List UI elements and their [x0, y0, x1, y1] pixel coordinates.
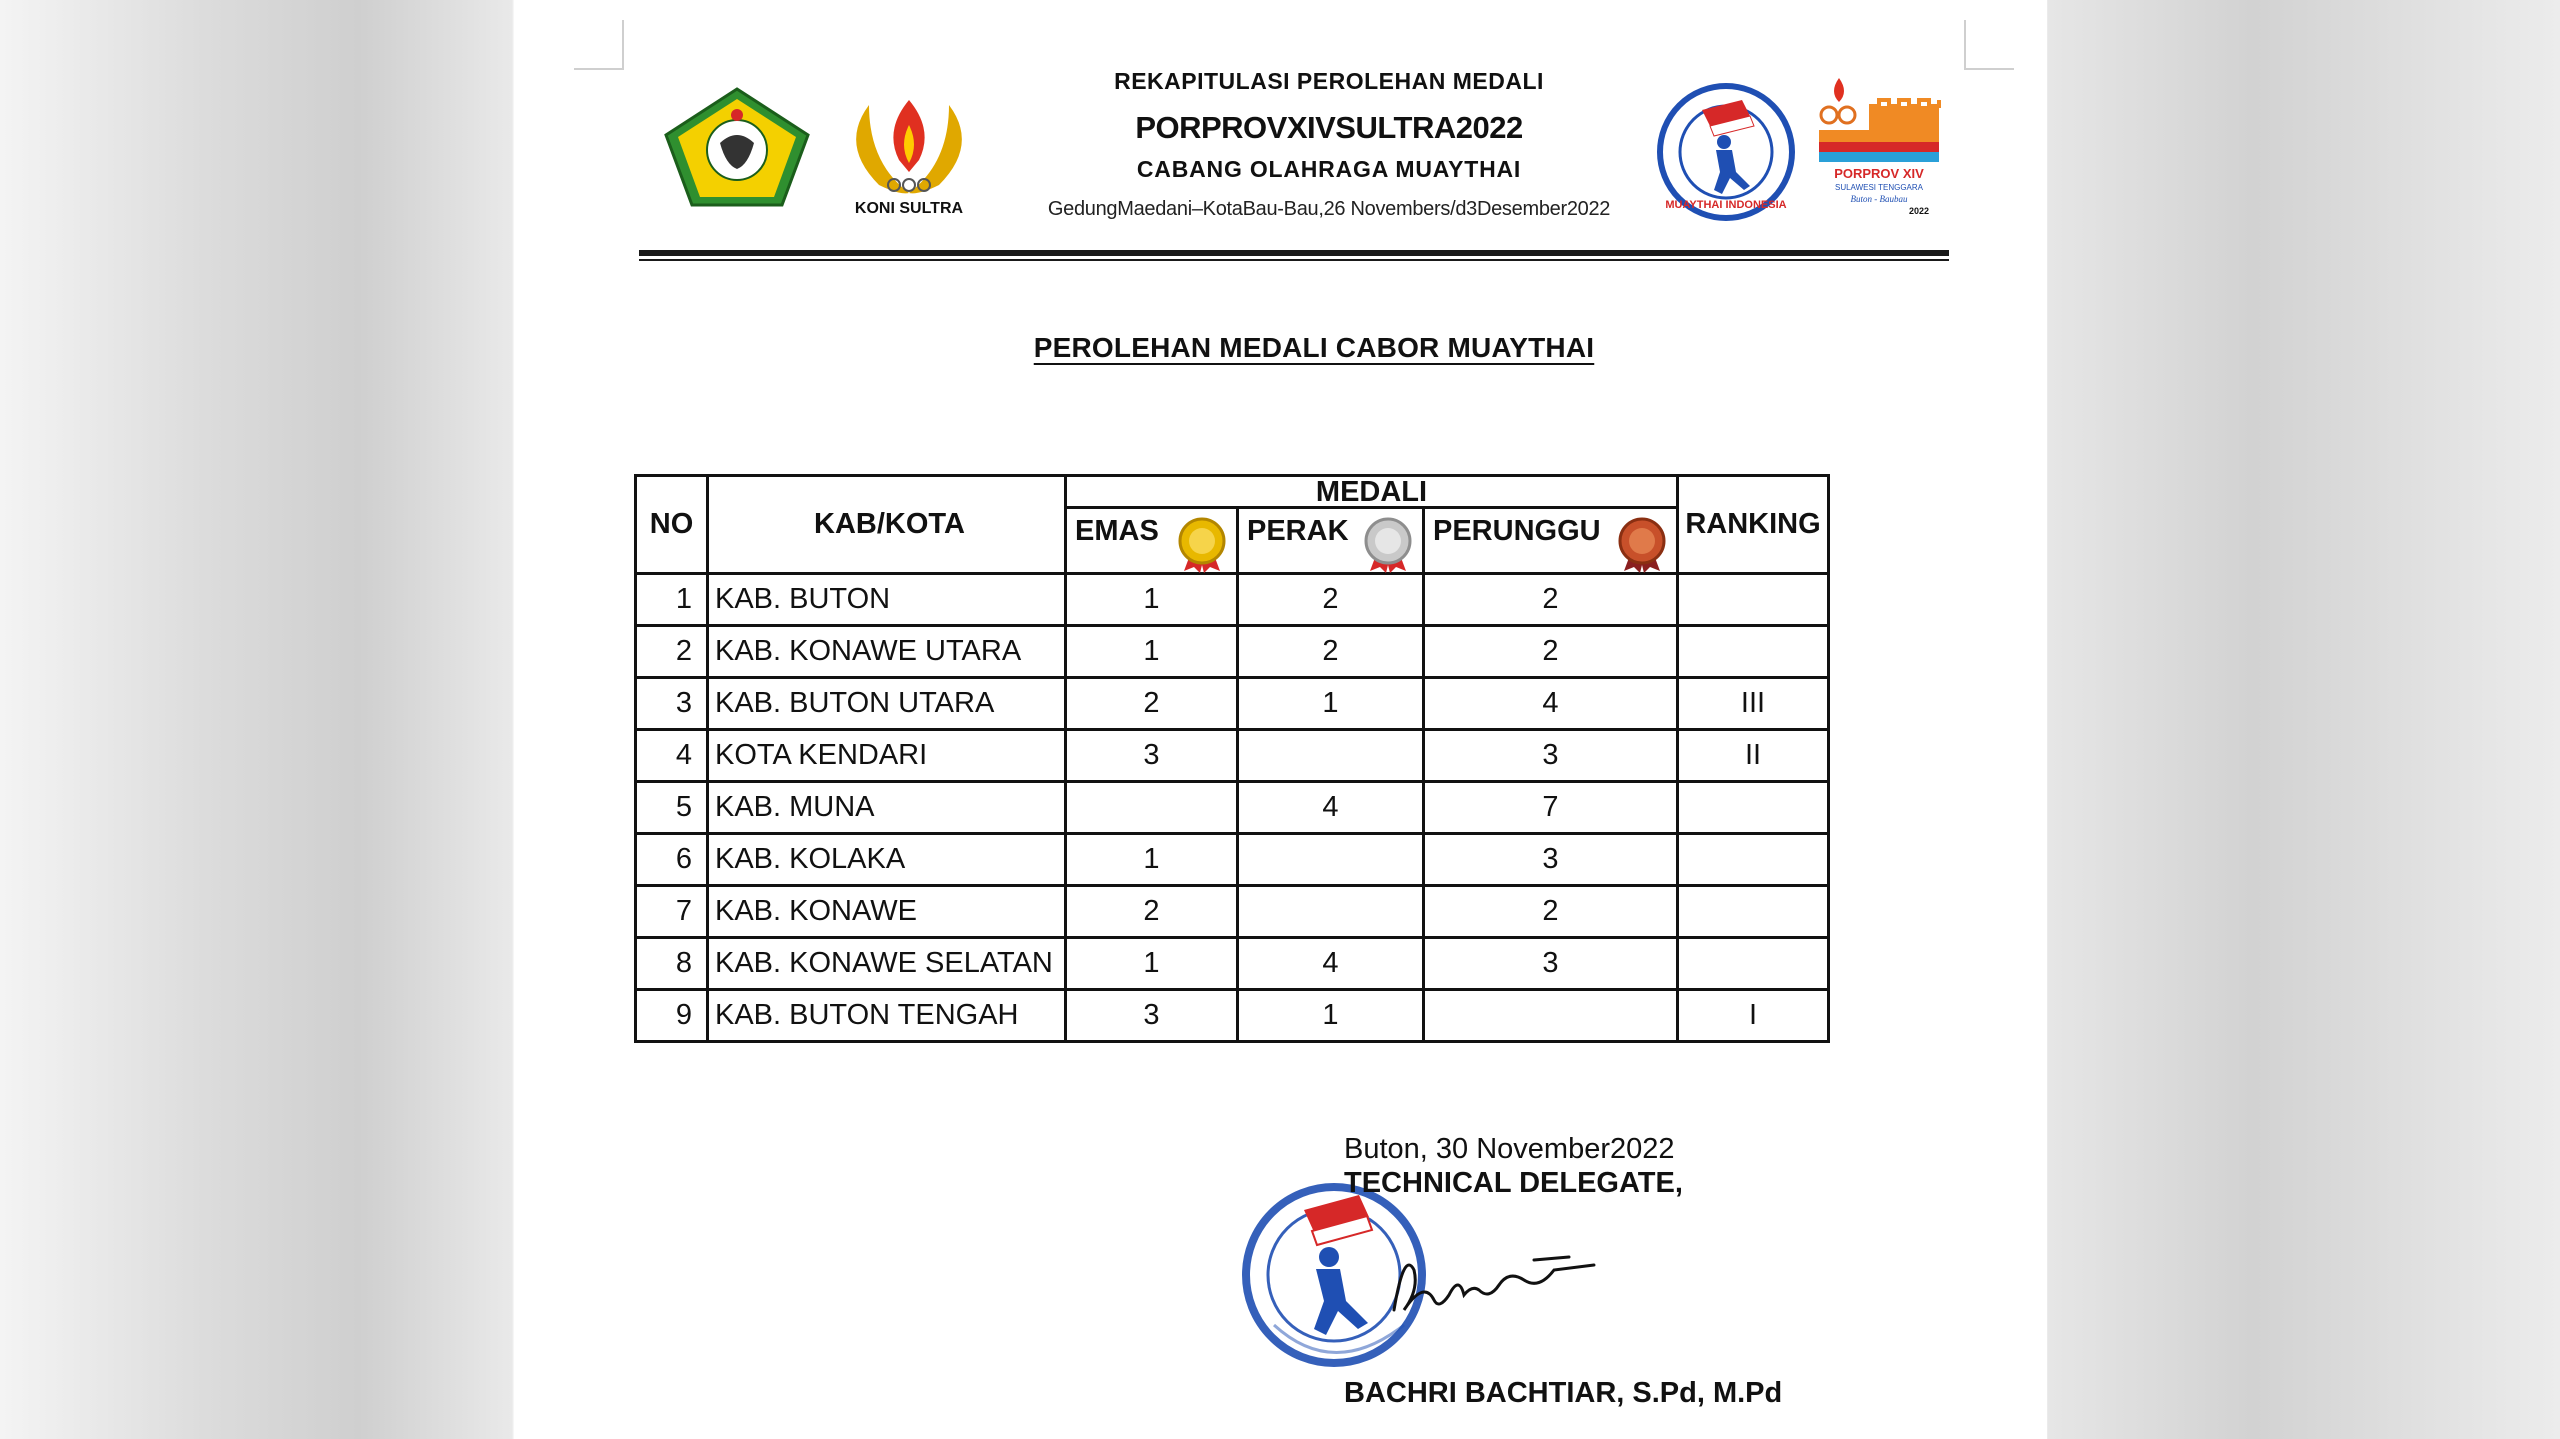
- cell-emas: 2: [1066, 886, 1238, 938]
- cell-ranking: [1678, 886, 1829, 938]
- header-ranking: RANKING: [1678, 476, 1829, 574]
- cell-kab-kota: KAB. KOLAKA: [708, 834, 1066, 886]
- cell-no: 1: [636, 574, 708, 626]
- header-sport-branch: CABANG OLAHRAGA MUAYTHAI: [1136, 156, 1522, 182]
- document-page: [514, 0, 2047, 1439]
- cell-emas: 3: [1066, 990, 1238, 1042]
- svg-text:PORPROV XIV: PORPROV XIV: [1834, 166, 1924, 181]
- header-medali: MEDALI: [1066, 476, 1678, 508]
- header-perunggu: [1424, 508, 1678, 574]
- table-row: [636, 990, 1829, 1042]
- cell-no: 4: [636, 730, 708, 782]
- cell-ranking: [1678, 626, 1829, 678]
- cell-perak: 1: [1238, 678, 1424, 730]
- cell-no: 7: [636, 886, 708, 938]
- table-row: [636, 938, 1829, 990]
- cell-emas: 1: [1066, 834, 1238, 886]
- cell-ranking: I: [1678, 990, 1829, 1042]
- cell-perunggu: 2: [1424, 574, 1678, 626]
- svg-text:2022: 2022: [1908, 206, 1930, 216]
- cell-emas: 1: [1066, 626, 1238, 678]
- header-kab-kota: KAB/KOTA: [708, 476, 1066, 574]
- table-row: [636, 678, 1829, 730]
- cell-emas: 1: [1066, 938, 1238, 990]
- muaythai-indonesia-logo: [1654, 80, 1799, 225]
- table-row: [636, 730, 1829, 782]
- gold-medal-icon: [1176, 515, 1228, 573]
- signature-name: BACHRI BACHTIAR, S.Pd, M.Pd: [1344, 1377, 1783, 1409]
- table-row: [636, 574, 1829, 626]
- bronze-medal-icon: [1616, 515, 1668, 573]
- cell-ranking: [1678, 834, 1829, 886]
- cell-no: 3: [636, 678, 708, 730]
- header-perak: [1238, 508, 1424, 574]
- cell-emas: [1066, 782, 1238, 834]
- cell-kab-kota: KAB. MUNA: [708, 782, 1066, 834]
- svg-text:SULAWESI TENGGARA: SULAWESI TENGGARA: [1834, 183, 1924, 192]
- header-no: NO: [636, 476, 708, 574]
- cell-ranking: III: [1678, 678, 1829, 730]
- cell-perak: [1238, 730, 1424, 782]
- table-row: [636, 834, 1829, 886]
- cell-perak: 2: [1238, 626, 1424, 678]
- document-title: PEROLEHAN MEDALI CABOR MUAYTHAI: [1033, 332, 1595, 363]
- table-row: [636, 782, 1829, 834]
- header-event-title: PORPROVXIVSULTRA2022: [1135, 110, 1523, 145]
- header-rule-thick: [639, 250, 1949, 256]
- header-line-1: REKAPITULASI PEROLEHAN MEDALI: [1114, 68, 1544, 94]
- medal-table: [634, 474, 1830, 1043]
- signature-role: TECHNICAL DELEGATE,: [1344, 1167, 1683, 1199]
- cell-emas: 3: [1066, 730, 1238, 782]
- header-emas: [1066, 508, 1238, 574]
- cell-perunggu: 3: [1424, 730, 1678, 782]
- table-row: [636, 886, 1829, 938]
- svg-text:KONI SULTRA: KONI SULTRA: [854, 200, 964, 217]
- handwritten-signature: [1384, 1240, 1604, 1330]
- cell-perunggu: 2: [1424, 626, 1678, 678]
- cell-perak: 2: [1238, 574, 1424, 626]
- cell-perak: [1238, 834, 1424, 886]
- cell-perunggu: 7: [1424, 782, 1678, 834]
- cell-kab-kota: KAB. BUTON TENGAH: [708, 990, 1066, 1042]
- header-emas-label: EMAS: [1075, 515, 1159, 547]
- cell-no: 5: [636, 782, 708, 834]
- signature-place-date: Buton, 30 November2022: [1344, 1133, 1675, 1165]
- cell-no: 6: [636, 834, 708, 886]
- cell-ranking: [1678, 938, 1829, 990]
- province-emblem-logo: [662, 85, 812, 210]
- svg-text:Buton - Baubau: Buton - Baubau: [1850, 194, 1908, 204]
- cell-perunggu: 4: [1424, 678, 1678, 730]
- svg-text:MUAYTHAI INDONESIA: MUAYTHAI INDONESIA: [1665, 199, 1787, 211]
- cell-ranking: II: [1678, 730, 1829, 782]
- header-venue-dates: GedungMaedani–KotaBau-Bau,26 Novembers/d3Desember2022: [1047, 198, 1611, 220]
- cell-perunggu: [1424, 990, 1678, 1042]
- cell-perunggu: 3: [1424, 938, 1678, 990]
- header-perak-label: PERAK: [1247, 515, 1349, 547]
- cell-emas: 2: [1066, 678, 1238, 730]
- header-perunggu-label: PERUNGGU: [1433, 515, 1601, 547]
- silver-medal-icon: [1362, 515, 1414, 573]
- cell-no: 8: [636, 938, 708, 990]
- cell-no: 2: [636, 626, 708, 678]
- cell-ranking: [1678, 782, 1829, 834]
- cell-kab-kota: KAB. BUTON UTARA: [708, 678, 1066, 730]
- cell-perak: 4: [1238, 782, 1424, 834]
- cell-ranking: [1678, 574, 1829, 626]
- cell-emas: 1: [1066, 574, 1238, 626]
- cell-perunggu: 3: [1424, 834, 1678, 886]
- koni-sultra-logo: [834, 85, 984, 225]
- cell-kab-kota: KAB. KONAWE UTARA: [708, 626, 1066, 678]
- cell-perak: 4: [1238, 938, 1424, 990]
- cell-perak: [1238, 886, 1424, 938]
- cell-no: 9: [636, 990, 708, 1042]
- cell-perunggu: 2: [1424, 886, 1678, 938]
- letterhead: [514, 0, 2047, 270]
- cell-kab-kota: KAB. BUTON: [708, 574, 1066, 626]
- cell-kab-kota: KAB. KONAWE SELATAN: [708, 938, 1066, 990]
- cell-kab-kota: KOTA KENDARI: [708, 730, 1066, 782]
- cell-kab-kota: KAB. KONAWE: [708, 886, 1066, 938]
- table-row: [636, 626, 1829, 678]
- porprov-xiv-logo: [1809, 70, 1949, 220]
- header-rule-thin: [639, 259, 1949, 261]
- cell-perak: 1: [1238, 990, 1424, 1042]
